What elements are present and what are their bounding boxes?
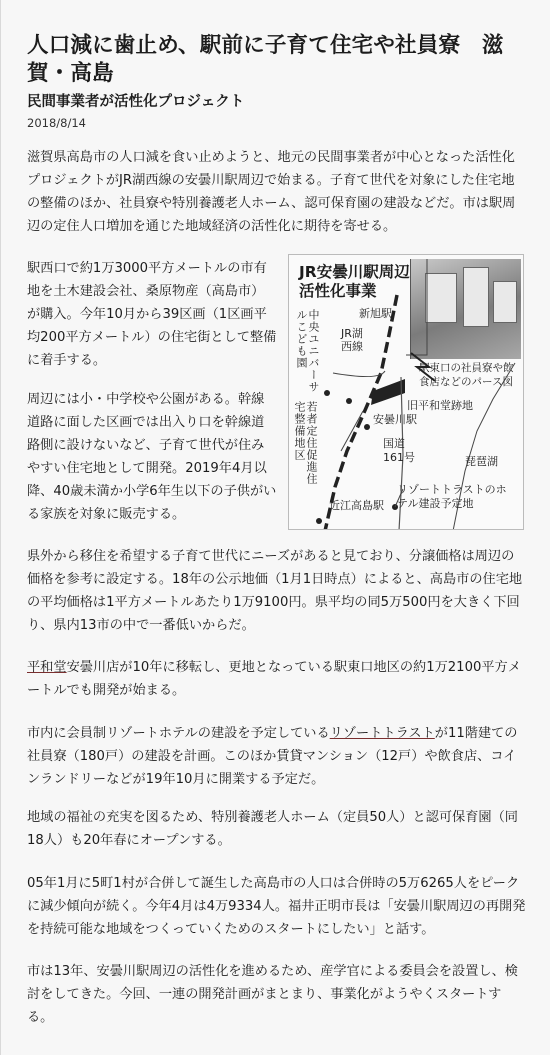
heiwado-site-label: 旧平和堂跡地 xyxy=(407,399,473,412)
omi-takashima-dot xyxy=(316,518,322,524)
young-housing-label: 若者定住促進住宅整備地区 xyxy=(293,401,318,485)
central-park-label: 中央ユニバーサルこども園 xyxy=(295,309,320,393)
paragraph-neighborhood: 周辺には小・中学校や公園がある。幹線道路に面した区画では出入り口を幹線道路側に設けないなど、子育て世代が住みやすい住宅地として開発。2019年4月以降、40歳未満か小学6年生以下の子供がいる家族を対象に販売する。 xyxy=(27,392,277,522)
heiwado-link[interactable]: 平和堂 xyxy=(27,660,67,675)
jr-line-label: JR湖西線 xyxy=(341,327,363,353)
lake-biwa-label: 琵琶湖 xyxy=(465,455,498,468)
paragraph-east-exit xyxy=(27,656,527,702)
map-title-line2: 活性化事業 xyxy=(299,282,377,300)
area-map xyxy=(288,254,524,530)
paragraph-east-exit-text: 安曇川店が10年に移転し、更地となっている駅東口地区の約1万2100平方メートルでも開発が始まる。 xyxy=(27,660,521,698)
paragraph-committee: 市は13年、安曇川駅周辺の活性化を進めるため、産学官による委員会を設置し、検討をしてきた。今回、一連の開発計画がまとまり、事業化がようやくスタートする。 xyxy=(27,964,518,1025)
shinasahi-station-label: 新旭駅 xyxy=(359,307,392,320)
article-date: 2018/8/14 xyxy=(27,116,86,130)
map-title xyxy=(299,263,410,301)
park-dot xyxy=(324,390,330,396)
paragraph-dormitory xyxy=(27,722,527,791)
paragraph-pricing: 県外から移住を希望する子育て世代にニーズがあると見ており、分譲価格は周辺の価格を参考に設定する。18年の公示地価（1月1日時点）によると、高島市の住宅地の平均価格は1平方メートルあたり1万9100円。県平均の同5万500円を大きく下回り、県内13市の中で一番低いからだ。 xyxy=(27,549,523,633)
paragraph-land-purchase: 駅西口で約1万3000平方メートルの市有地を土木建設会社、桑原物産（高島市）が購入。今年10月から39区画（1区画平均200平方メートル）の住宅街として整備に着手する。 xyxy=(27,261,277,368)
hotel-site-label: リゾートトラストのホテル建設予定地 xyxy=(397,483,507,510)
map-title-line1: JR安曇川駅周辺 xyxy=(299,263,410,281)
paragraph-welfare: 地域の福祉の充実を図るため、特別養護老人ホーム（定員50人）と認可保育園（同18人）も20年春にオープンする。 xyxy=(27,810,518,848)
lead-paragraph: 滋賀県高島市の人口減を食い止めようと、地元の民間事業者が中心となった活性化プロジェクトがJR湖西線の安曇川駅周辺で始まる。子育て世代を対象にした住宅地の整備のほか、社員寮や特別養護老人ホーム、認可保育園の建設などだ。市は駅周辺の定住人口増加を通じた地域経済の活性化に期待を寄せる。 xyxy=(27,150,516,234)
adogawa-station-label: 安曇川駅 xyxy=(373,413,417,426)
paragraph-population: 05年1月に5町1村が合併して誕生した高島市の人口は合併時の5万6265人をピークに減少傾向が続く。今年4月は4万9334人。福井正明市長は「安曇川駅周辺の再開発を持続可能な地域をつくっていくためのスタートにしたい」と話す。 xyxy=(27,876,526,937)
rendering-caption: 駅東口の社員寮や飲食店などのパース図 xyxy=(419,362,514,388)
article-headline: 人口減に歯止め、駅前に子育て住宅や社員寮 滋賀・高島 xyxy=(27,33,504,86)
paragraph-dormitory-post: が11階建ての社員寮（180戸）の建設を計画。このほか賃貸マンション（12戸）や飲食店、コインランドリーなどが19年10月に開業する予定だ。 xyxy=(27,726,518,787)
article-subheadline: 民間事業者が活性化プロジェクト xyxy=(27,94,245,110)
paragraph-dormitory-pre: 市内に会員制リゾートホテルの建設を予定している xyxy=(27,726,330,741)
omi-takashima-station-label: 近江高島駅 xyxy=(329,499,384,512)
route-161-label: 国道161号 xyxy=(383,437,415,464)
resorttrust-link[interactable]: リゾートトラスト xyxy=(329,726,435,741)
